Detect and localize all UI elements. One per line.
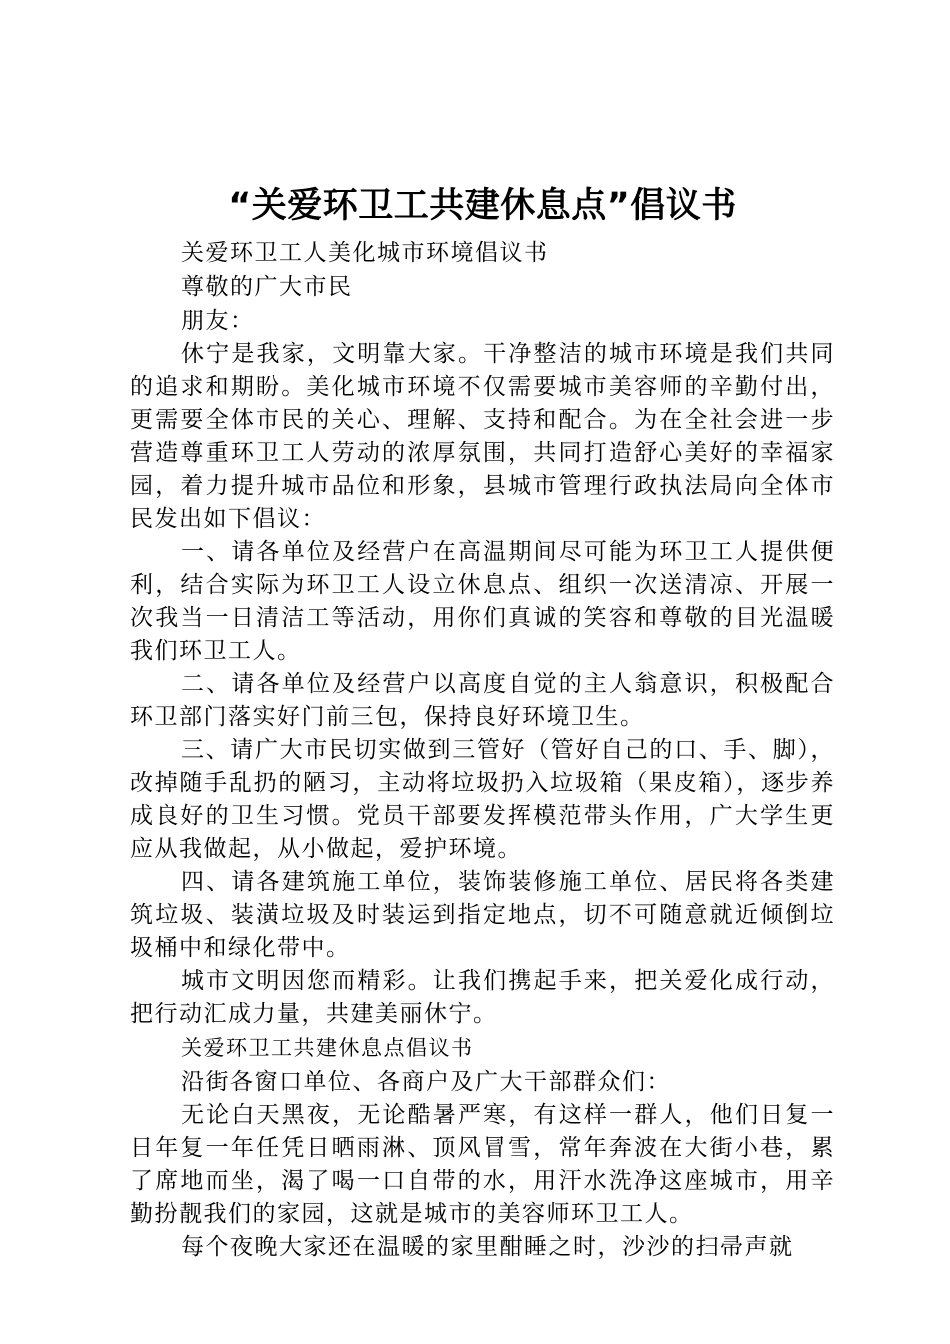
paragraph-intro: 休宁是我家，文明靠大家。干净整洁的城市环境是我们共同的追求和期盼。美化城市环境不仅需要城市美容师的辛勤付出，更需要全体市民的关心、理解、支持和配合。为在全社会进一步营造尊重环卫工人劳动的浓厚氛围，共同打造舒心美好的幸福家园，着力提升城市品位和形象，县城市管理行政执法局向全体市民发出如下倡议： [130,341,835,532]
paragraph-proposal-2: 二、请各单位及经营户以高度自觉的主人翁意识，积极配合环卫部门落实好门前三包，保持良好环境卫生。 [130,671,835,730]
subheading-1: 关爱环卫工人美化城市环境倡议书 [181,240,549,266]
document-title: “关爱环卫工共建休息点”倡议书 [228,186,737,226]
paragraph-closing: 城市文明因您而精彩。让我们携起手来，把关爱化成行动，把行动汇成力量，共建美丽休宁。 [130,968,835,1027]
paragraph-workers: 无论白天黑夜，无论酷暑严寒，有这样一群人，他们日复一日年复一年任凭日晒雨淋、顶风冒雪，常年奔波在大街小巷，累了席地而坐，渴了喝一口自带的水，用汗水洗净这座城市，用辛勤扮靓我们的家园，这就是城市的美容师环卫工人。 [130,1102,835,1227]
paragraph-proposal-3: 三、请广大市民切实做到三管好（管好自己的口、手、脚），改掉随手乱扔的陋习，主动将垃圾扔入垃圾箱（果皮箱），逐步养成良好的卫生习惯。党员干部要发挥模范带头作用，广大学生更应从我做起，从小做起，爱护环境。 [130,737,835,862]
salutation-line-2: 朋友： [181,308,255,334]
salutation-line-1: 尊敬的广大市民 [181,274,353,300]
paragraph-night: 每个夜晚大家还在温暖的家里酣睡之时，沙沙的扫帚声就 [181,1234,794,1260]
paragraph-proposal-4: 四、请各建筑施工单位，装饰装修施工单位、居民将各类建筑垃圾、装潢垃圾及时装运到指定地点，切不可随意就近倾倒垃圾桶中和绿化带中。 [130,869,835,961]
subheading-2: 关爱环卫工共建休息点倡议书 [181,1036,474,1060]
paragraph-proposal-1: 一、请各单位及经营户在高温期间尽可能为环卫工人提供便利，结合实际为环卫工人设立休息点、组织一次送清凉、开展一次我当一日清洁工等活动，用你们真诚的笑容和尊敬的目光温暖我们环卫工人。 [130,539,835,664]
document-page [130,178,835,1264]
salutation-line-3: 沿街各窗口单位、各商户及广大干部群众们： [181,1069,671,1095]
